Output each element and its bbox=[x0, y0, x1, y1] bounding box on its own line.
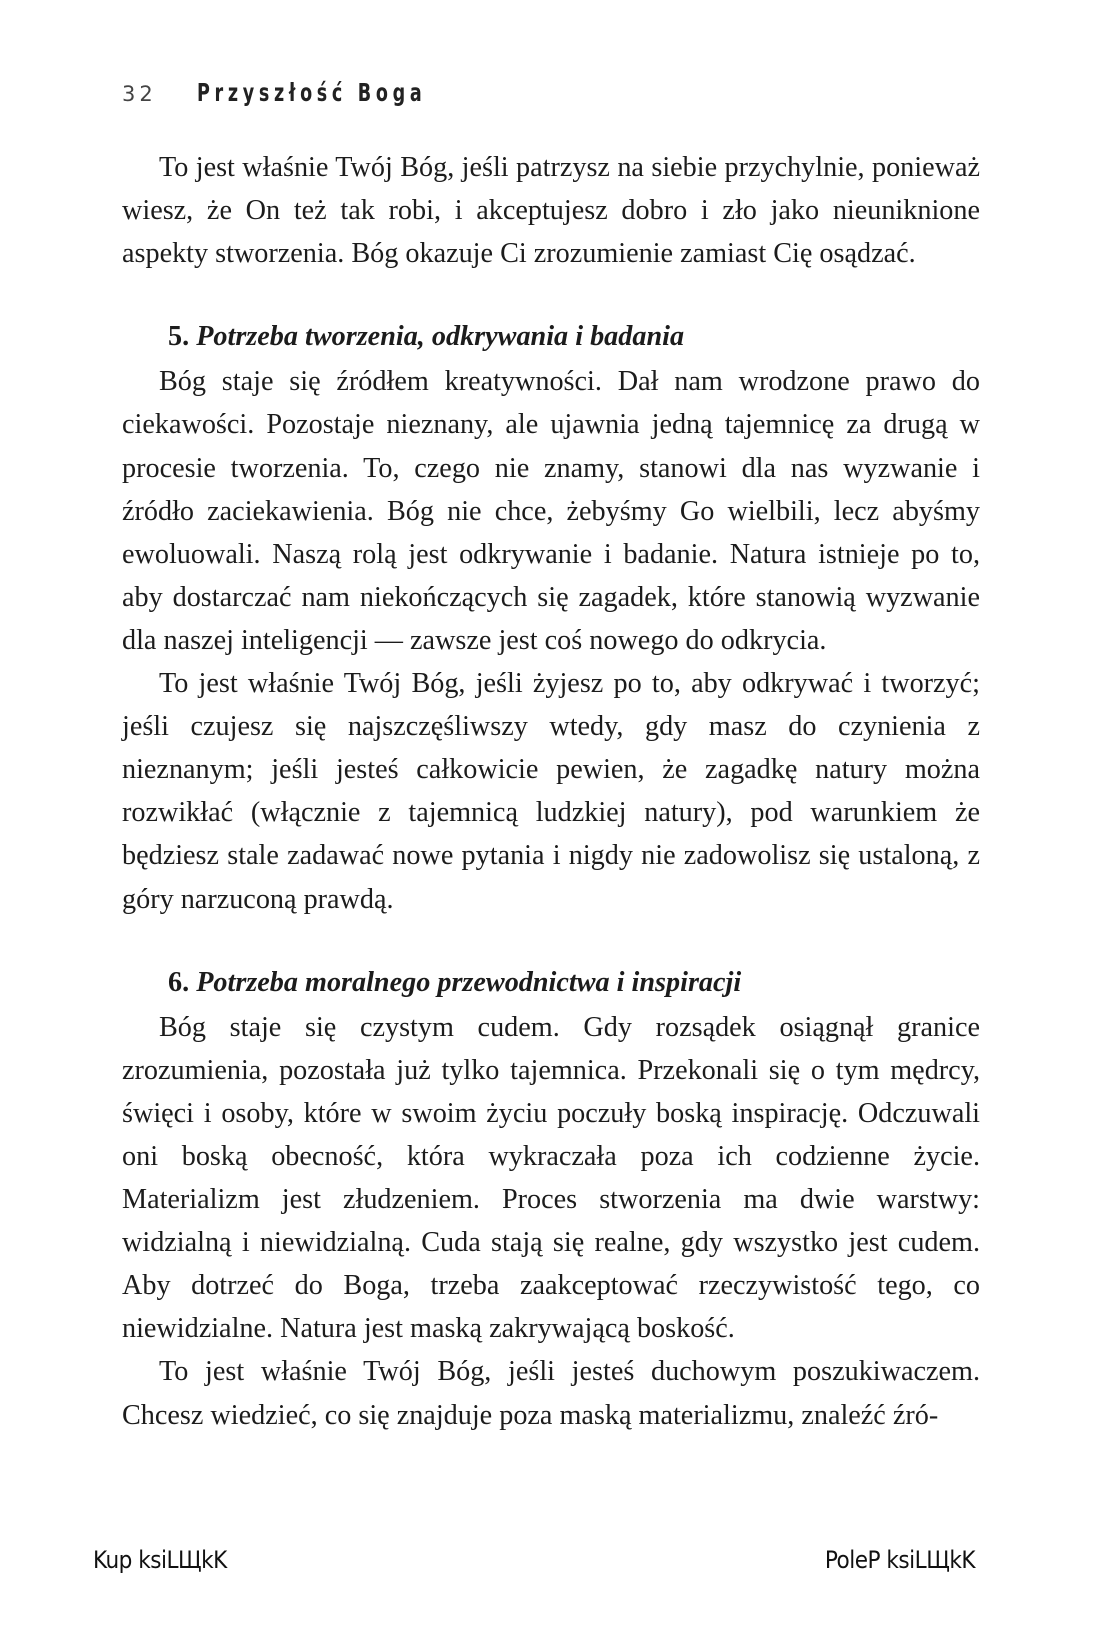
paragraph: To jest właśnie Twój Bóg, jeśli patrzysz na siebie przychylnie, ponieważ wiesz, że On też tak robi, i akceptujesz dobro i zło jako nieuniknione aspekty stworzenia. Bóg okazuje Ci zrozumienie zamiast Cię osądzać. bbox=[122, 152, 980, 270]
section-heading-6 bbox=[122, 961, 980, 1004]
running-head bbox=[122, 78, 491, 107]
page-number: 32 bbox=[122, 82, 157, 106]
section-title: Potrzeba moralnego przewodnictwa i inspiracji bbox=[196, 966, 742, 998]
section-title: Potrzeba tworzenia, odkrywania i badania bbox=[196, 321, 685, 353]
book-title: Przyszłość Boga bbox=[196, 78, 427, 107]
body-text bbox=[122, 146, 980, 1437]
buy-book-link[interactable]: Kup ksiLЩkK bbox=[93, 1546, 227, 1574]
paragraph: To jest właśnie Twój Bóg, jeśli jesteś duchowym poszukiwaczem. Chcesz wiedzieć, co się znajduje poza maską materializmu, znaleźć źró- bbox=[122, 1356, 980, 1431]
section-heading-5 bbox=[122, 315, 980, 358]
paragraph: Bóg staje się źródłem kreatywności. Dał nam wrodzone prawo do ciekawości. Pozostaje nieznany, ale ujawnia jedną tajemnicę za drugą w procesie tworzenia. To, czego nie znamy, stanowi dla nas wyzwanie i źródło zaciekawienia. Bóg nie chce, żebyśmy Go wielbili, lecz abyśmy ewoluowali. Naszą rolą jest odkrywanie i badanie. Natura istnieje po to, aby dostarczać nam niekończących się zagadek, które stanowią wyzwanie dla naszej inteligencji — zawsze jest coś nowego do odkrycia. bbox=[122, 366, 980, 656]
paragraph: Bóg staje się czystym cudem. Gdy rozsądek osiągnął granice zrozumienia, pozostała już tylko tajemnica. Przekonali się o tym mędrcy, święci i osoby, które w swoim życiu poczuły boską inspirację. Odczuwali oni boską obecność, która wykraczała poza ich codzienne życie. Materializm jest złudzeniem. Proces stworzenia ma dwie warstwy: widzialną i niewidzialną. Cuda stają się realne, gdy wszystko jest cudem. Aby dotrzeć do Boga, trzeba zaakceptować rzeczywistość tego, co niewidzialne. Natura jest maską zakrywającą boskość. bbox=[122, 1011, 980, 1345]
recommend-book-link[interactable]: PoleP ksiLЩkK bbox=[824, 1546, 975, 1574]
section-number: 6. bbox=[168, 966, 190, 998]
section-number: 5. bbox=[168, 321, 190, 353]
paragraph: To jest właśnie Twój Bóg, jeśli żyjesz po to, aby odkrywać i tworzyć; jeśli czujesz się najszczęśliwszy wtedy, gdy masz do czynienia z nieznanym; jeśli jesteś całkowicie pewien, że zagadkę natury można rozwikłać (włącznie z tajemnicą ludzkiej natury), pod warunkiem że będziesz stale zadawać nowe pytania i nigdy nie zadowolisz się ustaloną, z góry narzuconą prawdą. bbox=[122, 668, 980, 915]
